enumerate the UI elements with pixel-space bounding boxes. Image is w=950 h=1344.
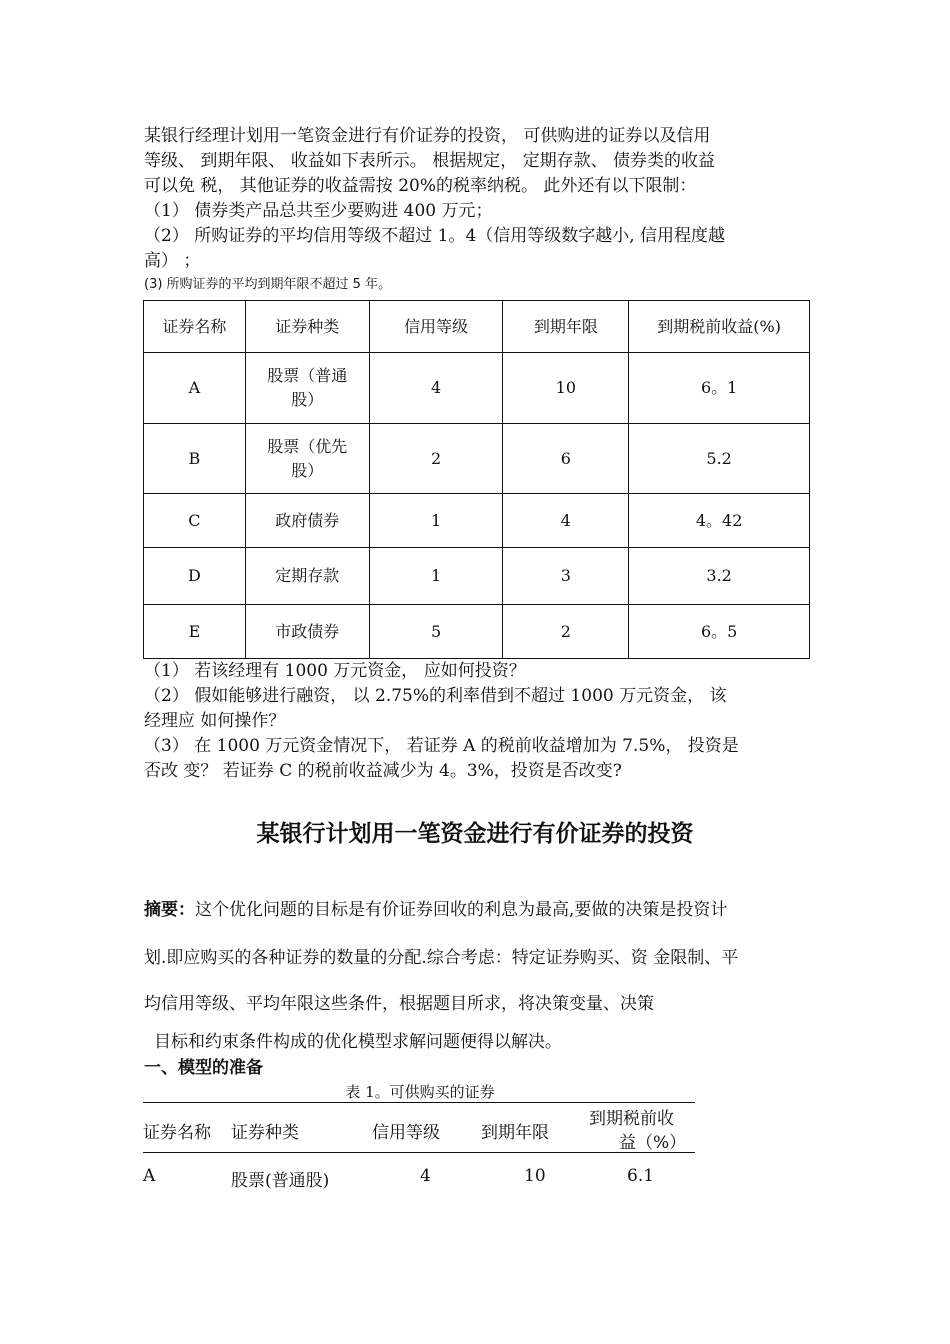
security-type: 市政债券 [245,605,369,659]
maturity-years: 6 [503,424,629,494]
table-row [144,424,810,494]
table-row [144,353,810,424]
abstract-label: 摘要： [144,900,195,920]
credit-level: 4 [369,353,503,424]
table-row [144,548,810,605]
security-type: 定期存款 [245,548,369,605]
header-cell: 到期年限 [481,1123,549,1143]
table-row [144,605,810,659]
securities-table [143,300,810,659]
security-type-line: 股） [291,390,324,409]
questions-list [144,659,808,784]
security-name: A [143,1166,156,1186]
header-cell: 信用等级 [369,301,503,353]
table-top-rule [143,1102,695,1103]
question-item: 否改 变？ 若证券 C 的税前收益减少为 4。3%，投资是否改变? [144,761,622,781]
security-name: D [144,548,246,605]
credit-level: 2 [369,424,503,494]
header-cell: 证券名称 [144,301,246,353]
page-title: 某银行计划用一笔资金进行有价证券的投资 [256,821,694,847]
table-row [144,494,810,548]
question-item: （2） 假如能够进行融资， 以 2.75%的利率借到不超过 1000 万元资金， 该 [144,686,727,706]
pretax-yield: 6。5 [629,605,810,659]
header-cell: 到期税前收益(%) [629,301,810,353]
credit-level: 4 [420,1166,431,1186]
intro-line: 某银行经理计划用一笔资金进行有价证券的投资， 可供购进的证券以及信用 [144,126,711,146]
maturity-years: 2 [503,605,629,659]
abstract-line [144,895,824,920]
question-item: （1） 若该经理有 1000 万元资金， 应如何投资？ [144,661,526,681]
pretax-yield: 4。42 [629,494,810,548]
credit-level: 5 [369,605,503,659]
intro-line: 等级、 到期年限、 收益如下表所示。 根据规定， 定期存款、 债券类的收益 [144,151,716,171]
header-cell: 益（%） [619,1133,687,1153]
section-heading: 一、模型的准备 [144,1058,263,1078]
pretax-yield: 6。1 [629,353,810,424]
constraint-3: (3) 所购证券的平均到期年限不超过 5 年。 [144,277,392,292]
security-type: 政府债券 [245,494,369,548]
credit-level: 1 [369,494,503,548]
table-header-rule [143,1152,695,1153]
security-name: A [144,353,246,424]
security-type-line: 股票（优先 [267,436,348,456]
maturity-years: 4 [503,494,629,548]
pretax-yield: 6.1 [627,1166,655,1186]
maturity-years: 3 [503,548,629,605]
security-type [245,424,369,494]
security-name: C [144,494,246,548]
header-cell: 到期税前收 [589,1109,674,1129]
constraint-2-cont: 高） ； [144,251,201,271]
security-type [245,353,369,424]
abstract-line: 划.即应购买的各种证券的数量的分配.综合考虑：特定证券购买、资 金限制、平 [144,948,739,968]
security-name: B [144,424,246,494]
abstract-line: 目标和约束条件构成的优化模型求解问题便得以解决。 [154,1032,562,1052]
header-cell: 到期年限 [503,301,629,353]
pretax-yield: 3.2 [629,548,810,605]
security-type: 股票(普通股) [231,1171,330,1191]
question-item: 经理应 如何操作？ [144,711,286,731]
header-cell: 证券种类 [245,301,369,353]
constraint-2: （2） 所购证券的平均信用等级不超过 1。4（信用等级数字越小, 信用程度越 [144,226,726,246]
maturity-years: 10 [503,353,629,424]
security-type-line: 股票（普通 [267,366,348,385]
intro-paragraph [144,124,808,296]
security-type-line: 股） [291,460,324,480]
header-cell: 证券种类 [231,1123,299,1143]
header-cell: 证券名称 [143,1123,211,1143]
constraint-1: （1） 债券类产品总共至少要购进 400 万元； [144,201,493,221]
pretax-yield: 5.2 [629,424,810,494]
credit-level: 1 [369,548,503,605]
header-cell: 信用等级 [372,1123,440,1143]
table-header-row [144,301,810,353]
abstract-text: 这个优化问题的目标是有价证券回收的利息为最高,要做的决策是投资计 [195,900,728,920]
maturity-years: 10 [524,1166,546,1186]
abstract-line: 均信用等级、平均年限这些条件，根据题目所求，将决策变量、决策 [144,994,654,1014]
security-name: E [144,605,246,659]
intro-line: 可以免 税， 其他证券的收益需按 20%的税率纳税。 此外还有以下限制： [144,176,697,196]
question-item: （3） 在 1000 万元资金情况下， 若证券 A 的税前收益增加为 7.5%， 投资是 [144,736,739,756]
table-caption: 表 1。可供购买的证券 [345,1083,495,1101]
